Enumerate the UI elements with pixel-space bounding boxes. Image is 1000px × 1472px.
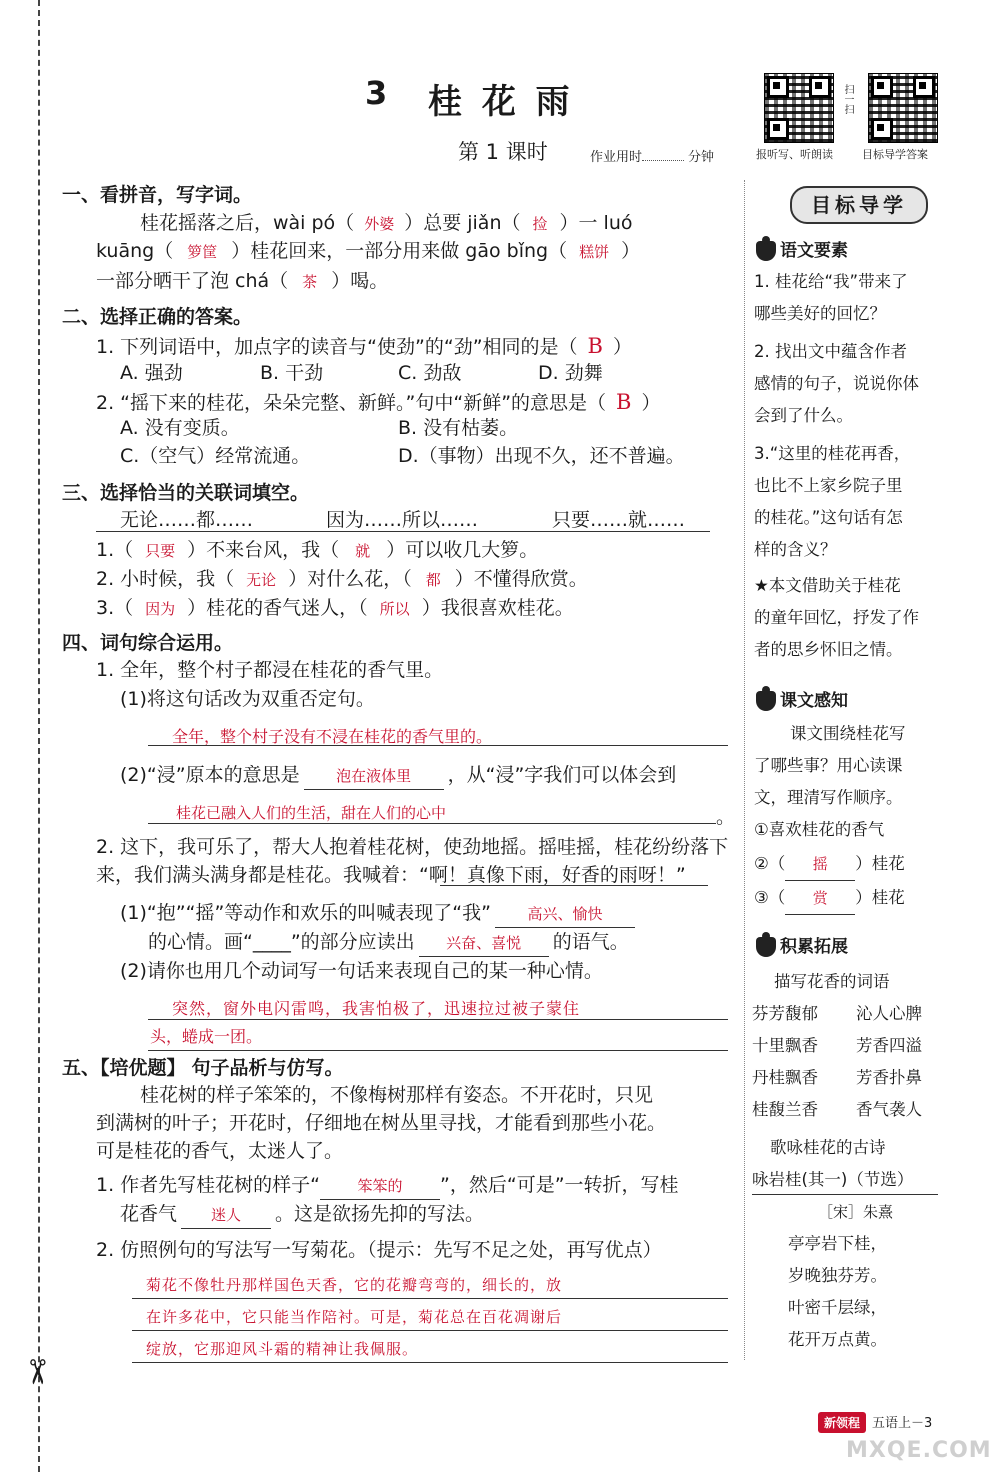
s4-q2-1-answer2: 兴奋、喜悦 xyxy=(419,930,549,957)
s4-q2-2-answer-l2: 头，蜷成一团。 xyxy=(150,1027,263,1046)
sidebar-item-1: ①喜欢桂花的香气 xyxy=(754,820,885,839)
s5-passage-1: 桂花树的样子笨笨的，不像梅树那样有姿态。不开花时，只见 xyxy=(140,1084,654,1106)
sidebar-banner: 目标导学 xyxy=(790,186,928,224)
s3-question-2: 2. 小时候，我（ 无论 ）对什么花，（ 都 ）不懂得欣赏。 xyxy=(96,568,588,590)
s3-word-underline xyxy=(96,531,710,532)
s4-period: 。 xyxy=(716,806,736,828)
word-5: 丹桂飘香 xyxy=(752,1068,818,1087)
qr-code-listen[interactable] xyxy=(764,73,834,143)
s4-q2-l1: 2. 这下，我可乐了，帮大人抱着桂花树，使劲地摇。摇哇摇，桂花纷纷落下 xyxy=(96,836,729,858)
s5-q2-line-3 xyxy=(132,1362,728,1363)
s2-q2-opt-d: D.（事物）出现不久，还不普遍。 xyxy=(398,445,685,467)
s3-q3-ans2: 所以 xyxy=(379,600,410,618)
s2-q1-opt-b: B. 干劲 xyxy=(260,362,324,384)
sidebar-q3: 3.“这里的桂花再香， 也比不上家乡院子里 的桂花。”这句话有怎 样的含义？ xyxy=(754,444,911,559)
s2-q1-answer: B xyxy=(587,334,603,358)
s2-question-1: 1. 下列词语中，加点字的读音与“使劲”的“劲”相同的是（ B ） xyxy=(96,334,632,358)
answer-waipo: 外婆 xyxy=(364,215,395,233)
footer-page: 五语上－3 xyxy=(872,1416,933,1431)
s2-q1-opt-d: D. 劲舞 xyxy=(538,362,603,384)
word-6: 芳香扑鼻 xyxy=(856,1068,922,1087)
s5-passage-3: 可是桂花的香气，太迷人了。 xyxy=(96,1140,344,1162)
s4-q2-quote-underline xyxy=(440,885,708,886)
s5-q2-answer-l3: 绽放，它那迎风斗霜的精神让我佩服。 xyxy=(146,1340,419,1358)
sidebar-heading-3: 积累拓展 xyxy=(756,932,848,957)
answer-jian: 捡 xyxy=(532,215,548,233)
word-2: 沁人心脾 xyxy=(856,1004,922,1023)
s1-line-1: 桂花摇落之后，wài pó（ 外婆 ）总要 jiǎn（ 捡 ）一 luó xyxy=(140,212,633,234)
s3-question-3: 3.（ 因为 ）桂花的香气迷人，（ 所以 ）我很喜欢桂花。 xyxy=(96,597,574,619)
word-3: 十里飘香 xyxy=(752,1036,818,1055)
word-8: 香气袭人 xyxy=(856,1100,922,1119)
s2-q2-answer: B xyxy=(616,390,632,414)
s4-q2-2: (2)请你也用几个动词写一句话来表现自己的某一种心情。 xyxy=(120,960,603,982)
sidebar-item-3: ③（ 赏 ）桂花 xyxy=(754,882,905,915)
s4-q2-1-b: 的心情。画“____”的部分应读出 兴奋、喜悦 的语气。 xyxy=(148,929,629,957)
sidebar-heading-1: 语文要素 xyxy=(756,236,848,261)
poem-line-2: 岁晚独芬芳。 xyxy=(788,1266,887,1285)
s4-q2-l2: 来，我们满头满身都是桂花。我喊着：“啊！真像下雨，好香的雨呀！” xyxy=(96,864,686,886)
s4-q2-2-answer-l1: 突然，窗外电闪雷鸣，我害怕极了，迅速拉过被子蒙住 xyxy=(172,999,581,1018)
sidebar-note: ★本文借助关于桂花 的童年回忆，抒发了作 者的思乡怀旧之情。 xyxy=(754,576,919,659)
word-1: 芬芳馥郁 xyxy=(752,1004,818,1023)
s3-word-1: 无论……都…… xyxy=(120,509,254,531)
poem-line-1: 亭亭岩下桂， xyxy=(788,1234,887,1253)
scissors-icon: ✂ xyxy=(16,1357,57,1387)
s3-word-2: 因为……所以…… xyxy=(326,509,479,531)
s2-question-2: 2. “摇下来的桂花，朵朵完整、新鲜。”句中“新鲜”的意思是（ B ） xyxy=(96,390,661,414)
s2-q1-opt-c: C. 劲敌 xyxy=(398,362,462,384)
section-3-heading: 三、选择恰当的关联词填空。 xyxy=(62,482,310,504)
words-title: 描写花香的词语 xyxy=(774,972,890,991)
s1-line-3: 一部分晒干了泡 chá（ 茶 ）喝。 xyxy=(96,270,389,292)
poem-name-underline xyxy=(752,1194,938,1195)
s4-q1-2: (2)“浸”原本的意思是 泡在液体里 ，从“浸”字我们可以体会到 xyxy=(120,762,676,790)
s4-q1-2-answer2: 桂花已融入人们的生活，甜在人们的心中 xyxy=(176,804,447,822)
s5-q1-l1: 1. 作者先写桂花树的样子“ 笨笨的 ”，然后“可是”一转折，写桂 xyxy=(96,1172,679,1200)
watermark: MXQE.COM xyxy=(846,1438,992,1463)
word-7: 桂馥兰香 xyxy=(752,1100,818,1119)
qr-code-answers[interactable] xyxy=(868,73,938,143)
lesson-period: 第 1 课时 xyxy=(458,140,548,164)
qr-scan-label: 扫一扫 xyxy=(842,84,853,114)
answer-luokuang: 箩筐 xyxy=(187,243,218,261)
lesson-number: 3 xyxy=(365,74,388,112)
s3-question-1: 1.（ 只要 ）不来台风，我（ 就 ）可以收几大箩。 xyxy=(96,539,539,561)
sidebar-q2: 2. 找出文中蕴含作者 感情的句子，说说你体 会到了什么。 xyxy=(754,342,919,425)
s2-q2-opt-c: C.（空气）经常流通。 xyxy=(120,445,311,467)
homework-time-label: 作业用时 分钟 xyxy=(590,144,714,165)
reader-icon xyxy=(756,241,776,261)
column-divider xyxy=(744,180,745,1360)
s2-q2-opt-b: B. 没有枯萎。 xyxy=(398,417,519,439)
footer-brand: 新领程 xyxy=(818,1412,866,1433)
s5-q2-line-1 xyxy=(132,1298,728,1299)
s4-q1-1-answer: 全年，整个村子没有不浸在桂花的香气里的。 xyxy=(172,727,493,746)
reader-icon xyxy=(756,691,776,711)
section-1-heading: 一、看拼音，写字词。 xyxy=(62,184,253,206)
word-4: 芳香四溢 xyxy=(856,1036,922,1055)
answer-cha: 茶 xyxy=(302,273,318,291)
s5-q2-answer-l2: 在许多花中，它只能当作陪衬。可是，菊花总在百花凋谢后 xyxy=(146,1308,563,1326)
s3-q2-ans1: 无论 xyxy=(246,571,277,589)
section-4-heading: 四、词句综合运用。 xyxy=(62,632,234,654)
answer-gaobing: 糕饼 xyxy=(579,243,610,261)
sidebar-intro: 课文围绕桂花写 了哪些事？用心读课 文，理清写作顺序。 xyxy=(754,724,906,807)
s4-q1: 1. 全年，整个村子都浸在桂花的香气里。 xyxy=(96,659,444,681)
s3-q1-ans2: 就 xyxy=(355,542,371,560)
s3-q3-ans1: 因为 xyxy=(145,600,176,618)
s1-line-2: kuāng（ 箩筐 ）桂花回来，一部分用来做 gāo bǐng（ 糕饼 ） xyxy=(96,240,641,262)
section-2-heading: 二、选择正确的答案。 xyxy=(62,306,253,328)
poem-name: 咏岩桂(其一)（节选） xyxy=(752,1170,914,1189)
s5-q1-answer1: 笨笨的 xyxy=(320,1173,440,1200)
sidebar-item-3-answer: 赏 xyxy=(785,882,855,915)
s4-q1-1-line xyxy=(148,745,728,746)
s4-q1-1: (1)将这句话改为双重否定句。 xyxy=(120,688,375,710)
s2-q1-opt-a: A. 强劲 xyxy=(120,362,183,384)
reader-icon xyxy=(756,937,776,957)
section-5-heading: 五、【培优题】 句子品析与仿写。 xyxy=(62,1057,344,1079)
qr1-label: 报听写、听朗读 xyxy=(756,148,833,161)
s4-q2-2-line-2 xyxy=(148,1050,728,1051)
poem-section-title: 歌咏桂花的古诗 xyxy=(770,1138,886,1157)
page-title: 桂 花 雨 xyxy=(428,82,574,122)
s3-word-3: 只要……就…… xyxy=(552,509,686,531)
s5-q2-answer-l1: 菊花不像牡丹那样国色天香，它的花瓣弯弯的，细长的，放 xyxy=(146,1276,563,1294)
s4-q1-2-answer1: 泡在液体里 xyxy=(304,763,444,790)
s5-q2-line-2 xyxy=(132,1330,728,1331)
s3-q1-ans1: 只要 xyxy=(145,542,176,560)
poem-line-3: 叶密千层绿， xyxy=(788,1298,887,1317)
qr2-label: 目标导学答案 xyxy=(862,148,928,161)
sidebar-item-2: ②（ 摇 ）桂花 xyxy=(754,848,905,881)
poem-author: ［宋］朱熹 xyxy=(818,1203,894,1221)
cut-line xyxy=(38,0,40,1472)
sidebar-heading-2: 课文感知 xyxy=(756,686,848,711)
s5-q2: 2. 仿照例句的写法写一写菊花。（提示：先写不足之处，再写优点） xyxy=(96,1239,662,1261)
s4-q2-1-answer1: 高兴、愉快 xyxy=(495,901,635,928)
s5-q1-answer2: 迷人 xyxy=(181,1202,271,1229)
poem-line-4: 花开万点黄。 xyxy=(788,1330,887,1349)
s5-q1-l2: 花香气 迷人 。这是欲扬先抑的写法。 xyxy=(120,1201,484,1229)
s5-passage-2: 到满树的叶子；开花时，仔细地在树丛里寻找，才能看到那些小花。 xyxy=(96,1112,667,1134)
sidebar-item-2-answer: 摇 xyxy=(785,848,855,881)
s4-q1-2-line xyxy=(148,823,716,824)
s4-q2-2-line-1 xyxy=(148,1019,728,1020)
s3-q2-ans2: 都 xyxy=(425,571,441,589)
s4-q2-1: (1)“抱”“摇”等动作和欢乐的叫喊表现了“我” 高兴、愉快 xyxy=(120,900,635,928)
sidebar-q1: 1. 桂花给“我”带来了 哪些美好的回忆？ xyxy=(754,272,908,323)
s2-q2-opt-a: A. 没有变质。 xyxy=(120,417,240,439)
